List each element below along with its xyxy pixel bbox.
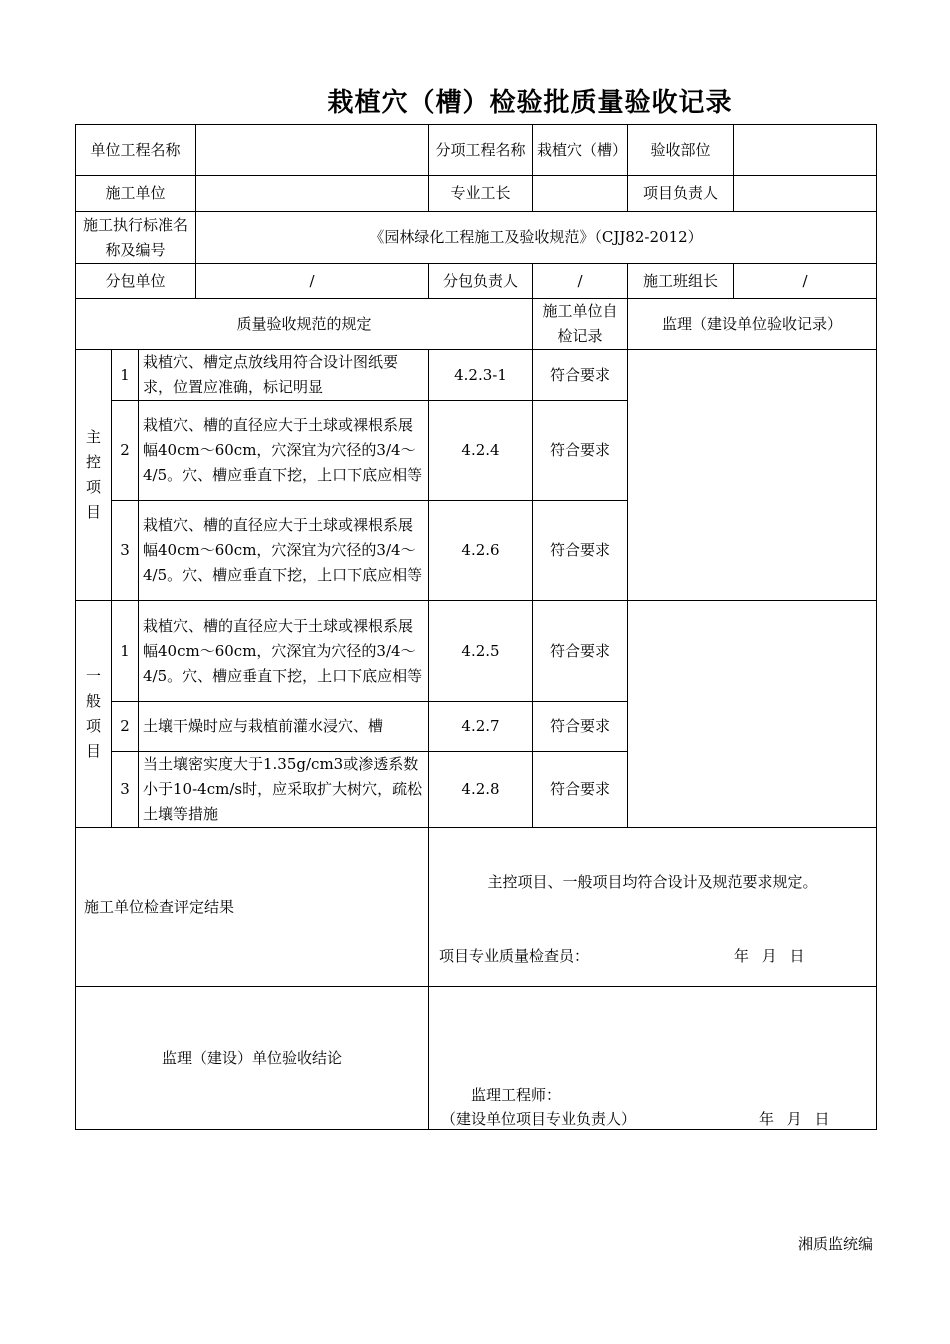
item-result: 符合要求 — [533, 350, 628, 401]
owner-representative-label: （建设单位项目专业负责人） — [441, 1110, 637, 1128]
item-text: 栽植穴、槽的直径应大于土球或裸根系展幅40cm～60cm，穴深宜为穴径的3/4～4/5。穴、槽应垂直下挖，上口下底应相等 — [139, 501, 429, 601]
sub-leader-label: 分包负责人 — [429, 264, 533, 299]
item-clause: 4.2.5 — [429, 601, 533, 702]
item-number: 3 — [112, 752, 139, 828]
item-text: 栽植穴、槽定点放线用符合设计图纸要求，位置应准确，标记明显 — [139, 350, 429, 401]
main-items-supervision-cell[interactable] — [628, 350, 877, 601]
item-clause: 4.2.8 — [429, 752, 533, 828]
general-items-group-text: 一般项目 — [86, 667, 102, 760]
main-items-group-text: 主控项目 — [86, 428, 102, 521]
project-leader-value[interactable] — [734, 176, 877, 212]
sub-leader-value: / — [533, 264, 628, 299]
item-result: 符合要求 — [533, 752, 628, 828]
item-clause: 4.2.6 — [429, 501, 533, 601]
construction-result-date: 年 月 日 — [734, 947, 805, 965]
item-result: 符合要求 — [533, 401, 628, 501]
standard-value: 《园林绿化工程施工及验收规范》（CJJ82-2012） — [196, 212, 877, 264]
item-number: 3 — [112, 501, 139, 601]
construction-unit-value[interactable] — [196, 176, 429, 212]
item-text: 当土壤密实度大于1.35g/cm3或渗透系数小于10-4cm/s时，应采取扩大树穴，疏松土壤等措施 — [139, 752, 429, 828]
subcontractor-label: 分包单位 — [76, 264, 196, 299]
acceptance-part-value[interactable] — [734, 125, 877, 176]
item-number: 1 — [112, 350, 139, 401]
standard-label: 施工执行标准名称及编号 — [76, 212, 196, 264]
supervision-engineer-label: 监理工程师： — [471, 1086, 562, 1104]
foreman-label: 专业工长 — [429, 176, 533, 212]
general-items-group-label — [76, 601, 112, 828]
construction-unit-label: 施工单位 — [76, 176, 196, 212]
item-result: 符合要求 — [533, 601, 628, 702]
quality-inspector-label: 项目专业质量检查员： — [439, 947, 590, 965]
item-result: 符合要求 — [533, 702, 628, 752]
acceptance-part-label: 验收部位 — [628, 125, 734, 176]
spec-label: 质量验收规范的规定 — [76, 299, 533, 350]
item-number: 1 — [112, 601, 139, 702]
supervision-result-date: 年 月 日 — [759, 1110, 830, 1128]
item-clause: 4.2.3-1 — [429, 350, 533, 401]
supervision-result-label: 监理（建设）单位验收结论 — [76, 987, 429, 1130]
construction-result-label: 施工单位检查评定结果 — [76, 828, 429, 987]
page-title: 栽植穴（槽）检验批质量验收记录 — [327, 88, 733, 118]
footer-note: 湘质监统编 — [798, 1235, 874, 1253]
self-check-label: 施工单位自检记录 — [533, 299, 628, 350]
sub-project-value: 栽植穴（槽） — [533, 125, 628, 176]
table-row — [76, 350, 877, 401]
project-leader-label: 项目负责人 — [628, 176, 734, 212]
team-leader-label: 施工班组长 — [628, 264, 734, 299]
supervision-label: 监理（建设单位验收记录） — [628, 299, 877, 350]
sub-project-label: 分项工程名称 — [429, 125, 533, 176]
item-number: 2 — [112, 401, 139, 501]
subcontractor-value: / — [196, 264, 429, 299]
item-text: 土壤干燥时应与栽植前灌水浸穴、槽 — [139, 702, 429, 752]
general-items-supervision-cell[interactable] — [628, 601, 877, 828]
item-result: 符合要求 — [533, 501, 628, 601]
main-items-group-label — [76, 350, 112, 601]
construction-result-cell — [429, 828, 877, 987]
unit-project-label: 单位工程名称 — [76, 125, 196, 176]
item-text: 栽植穴、槽的直径应大于土球或裸根系展幅40cm～60cm，穴深宜为穴径的3/4～4/5。穴、槽应垂直下挖，上口下底应相等 — [139, 601, 429, 702]
unit-project-value[interactable] — [196, 125, 429, 176]
supervision-result-cell — [429, 987, 877, 1130]
foreman-value[interactable] — [533, 176, 628, 212]
construction-result-statement: 主控项目、一般项目均符合设计及规范要求规定。 — [487, 873, 818, 891]
team-leader-value: / — [734, 264, 877, 299]
acceptance-record-table — [75, 124, 877, 1130]
item-clause: 4.2.4 — [429, 401, 533, 501]
item-text: 栽植穴、槽的直径应大于土球或裸根系展幅40cm～60cm，穴深宜为穴径的3/4～4/5。穴、槽应垂直下挖，上口下底应相等 — [139, 401, 429, 501]
item-clause: 4.2.7 — [429, 702, 533, 752]
item-number: 2 — [112, 702, 139, 752]
table-row — [76, 601, 877, 702]
